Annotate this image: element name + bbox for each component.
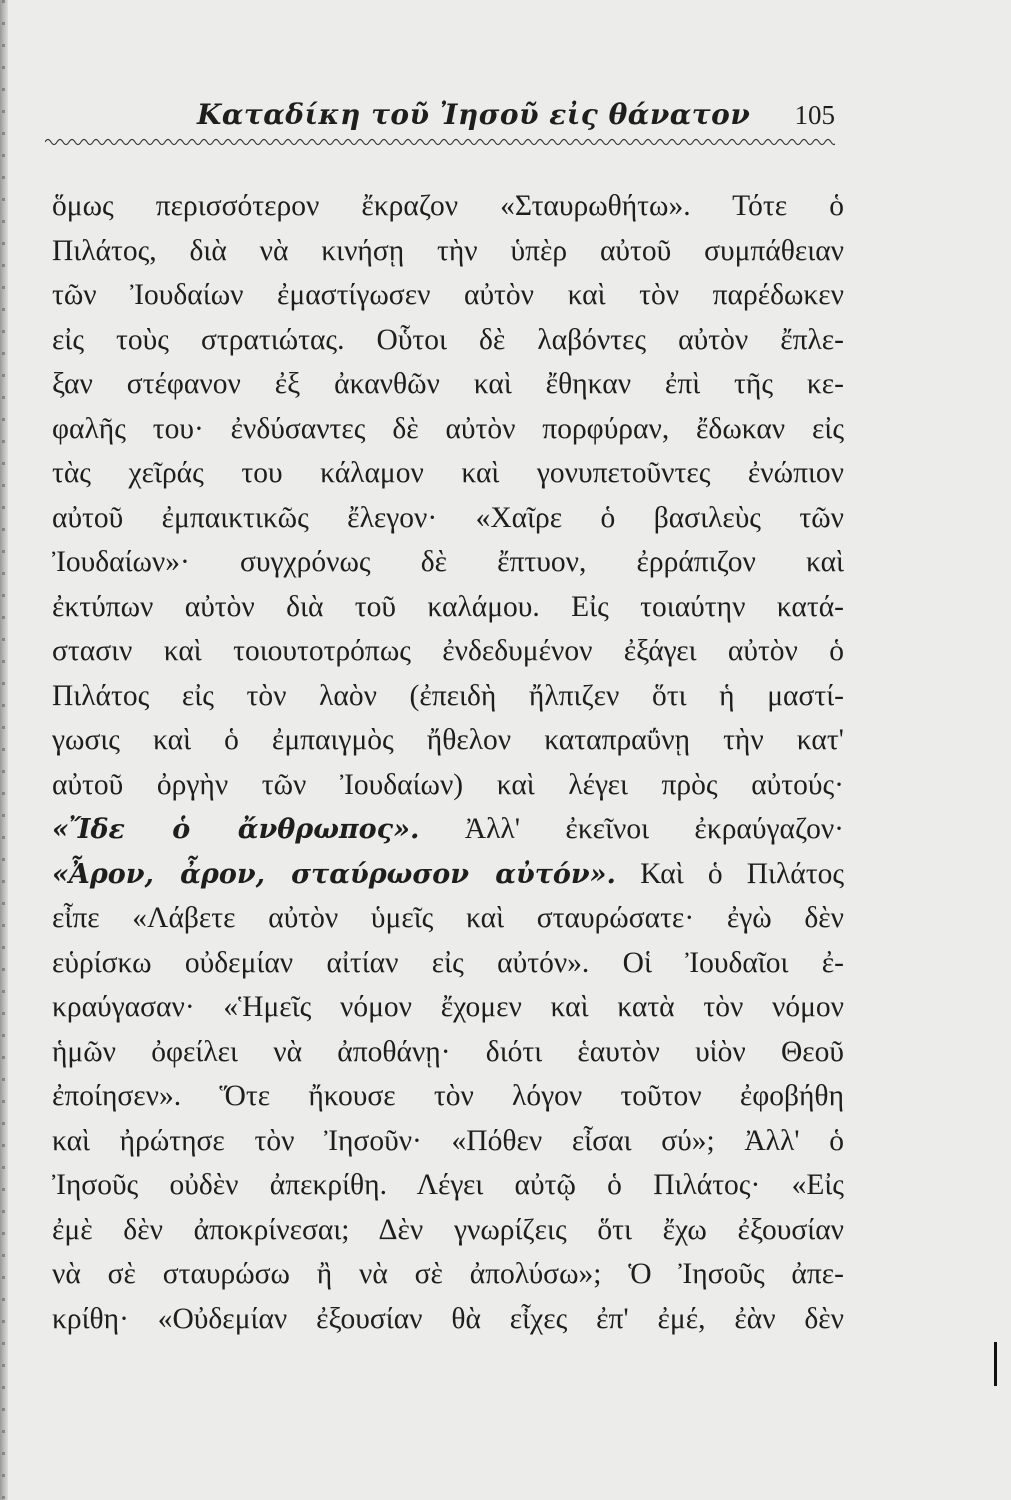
- text-span: Καὶ ὁ Πιλάτος: [615, 857, 845, 890]
- text-line: εἰς τοὺς στρατιώτας. Οὗτοι δὲ λαβόντες αὐτὸν ἔπλε-: [52, 323, 844, 356]
- page-number: 105: [794, 100, 835, 130]
- text-line: ἐκτύπων αὐτὸν διὰ τοῦ καλάμου. Εἰς τοιαύτην κατά-: [52, 590, 844, 623]
- scan-edge-marks: [2, 0, 5, 1500]
- wavy-header-rule: [45, 134, 835, 150]
- emphasized-quote: «Ἆρον, ἆρον, σταύρωσον αὐτόν».: [52, 858, 616, 890]
- text-line: εὑρίσκω οὐδεμίαν αἰτίαν εἰς αὐτόν». Οἱ Ἰουδαῖοι ἐ-: [52, 946, 844, 979]
- text-line: στασιν καὶ τοιουτοτρόπως ἐνδεδυμένον ἐξάγει αὐτὸν ὁ: [52, 635, 844, 667]
- text-line: τῶν Ἰουδαίων ἐμαστίγωσεν αὐτὸν καὶ τὸν παρέδωκεν: [52, 279, 844, 311]
- text-line: ξαν στέφανον ἐξ ἀκανθῶν καὶ ἔθηκαν ἐπὶ τῆς κε-: [52, 368, 844, 400]
- running-title: Καταδίκη τοῦ Ἰησοῦ εἰς θάνατον: [197, 98, 751, 131]
- text-line: νὰ σὲ σταυρώσω ἢ νὰ σὲ ἀπολύσω»; Ὁ Ἰησοῦς ἀπε-: [52, 1258, 844, 1290]
- text-line-emphasis: [52, 852, 844, 897]
- text-line: αὐτοῦ ἐμπαικτικῶς ἔλεγον· «Χαῖρε ὁ βασιλεὺς τῶν: [52, 501, 844, 534]
- text-line: ὅμως περισσότερον ἔκραζον «Σταυρωθήτω». Τότε ὁ: [52, 190, 844, 222]
- body-text: [52, 184, 844, 1341]
- emphasized-quote: «Ἴδε ὁ ἄνθρωπος».: [52, 814, 420, 845]
- text-line: καὶ ἠρώτησε τὸν Ἰησοῦν· «Πόθεν εἶσαι σύ»; Ἀλλ' ὁ: [52, 1124, 844, 1157]
- text-line: κραύγασαν· «Ἡμεῖς νόμον ἔχομεν καὶ κατὰ τὸν νόμον: [52, 991, 844, 1023]
- text-line: ἐμὲ δὲν ἀποκρίνεσαι; Δὲν γνωρίζεις ὅτι ἔχω ἐξουσίαν: [52, 1213, 844, 1246]
- text-line: Ἰησοῦς οὐδὲν ἀπεκρίθη. Λέγει αὐτῷ ὁ Πιλάτος· «Εἰς: [52, 1169, 844, 1201]
- text-line: γωσις καὶ ὁ ἐμπαιγμὸς ἤθελον καταπραΰνῃ τὴν κατ': [52, 724, 844, 756]
- text-line-emphasis: [52, 807, 844, 852]
- text-line: Ἰουδαίων»· συγχρόνως δὲ ἔπτυον, ἐρράπιζον καὶ: [52, 546, 844, 578]
- text-line: Πιλάτος, διὰ νὰ κινήσῃ τὴν ὑπὲρ αὐτοῦ συμπάθειαν: [52, 234, 844, 267]
- text-line: τὰς χεῖράς του κάλαμον καὶ γονυπετοῦντες ἐνώπιον: [52, 457, 844, 489]
- text-line: κρίθη· «Οὐδεμίαν ἐξουσίαν θὰ εἶχες ἐπ' ἐμέ, ἐὰν δὲν: [52, 1302, 844, 1335]
- text-line: εἶπε «Λάβετε αὐτὸν ὑμεῖς καὶ σταυρώσατε· ἐγὼ δὲν: [52, 902, 844, 934]
- text-line: αὐτοῦ ὀργὴν τῶν Ἰουδαίων) καὶ λέγει πρὸς αὐτούς·: [52, 768, 844, 801]
- scan-margin-mark: [994, 1342, 997, 1386]
- text-span: Ἀλλ' ἐκεῖνοι ἐκραύγαζον·: [419, 813, 844, 845]
- text-line: ἡμῶν ὀφείλει νὰ ἀποθάνῃ· διότι ἑαυτὸν υἱὸν Θεοῦ: [52, 1035, 844, 1068]
- text-line: φαλῆς του· ἐνδύσαντες δὲ αὐτὸν πορφύραν, ἔδωκαν εἰς: [52, 412, 844, 445]
- text-line: ἐποίησεν». Ὅτε ἤκουσε τὸν λόγον τοῦτον ἐφοβήθη: [52, 1080, 844, 1112]
- text-line: Πιλάτος εἰς τὸν λαὸν (ἐπειδὴ ἤλπιζεν ὅτι ἡ μαστί-: [52, 679, 844, 712]
